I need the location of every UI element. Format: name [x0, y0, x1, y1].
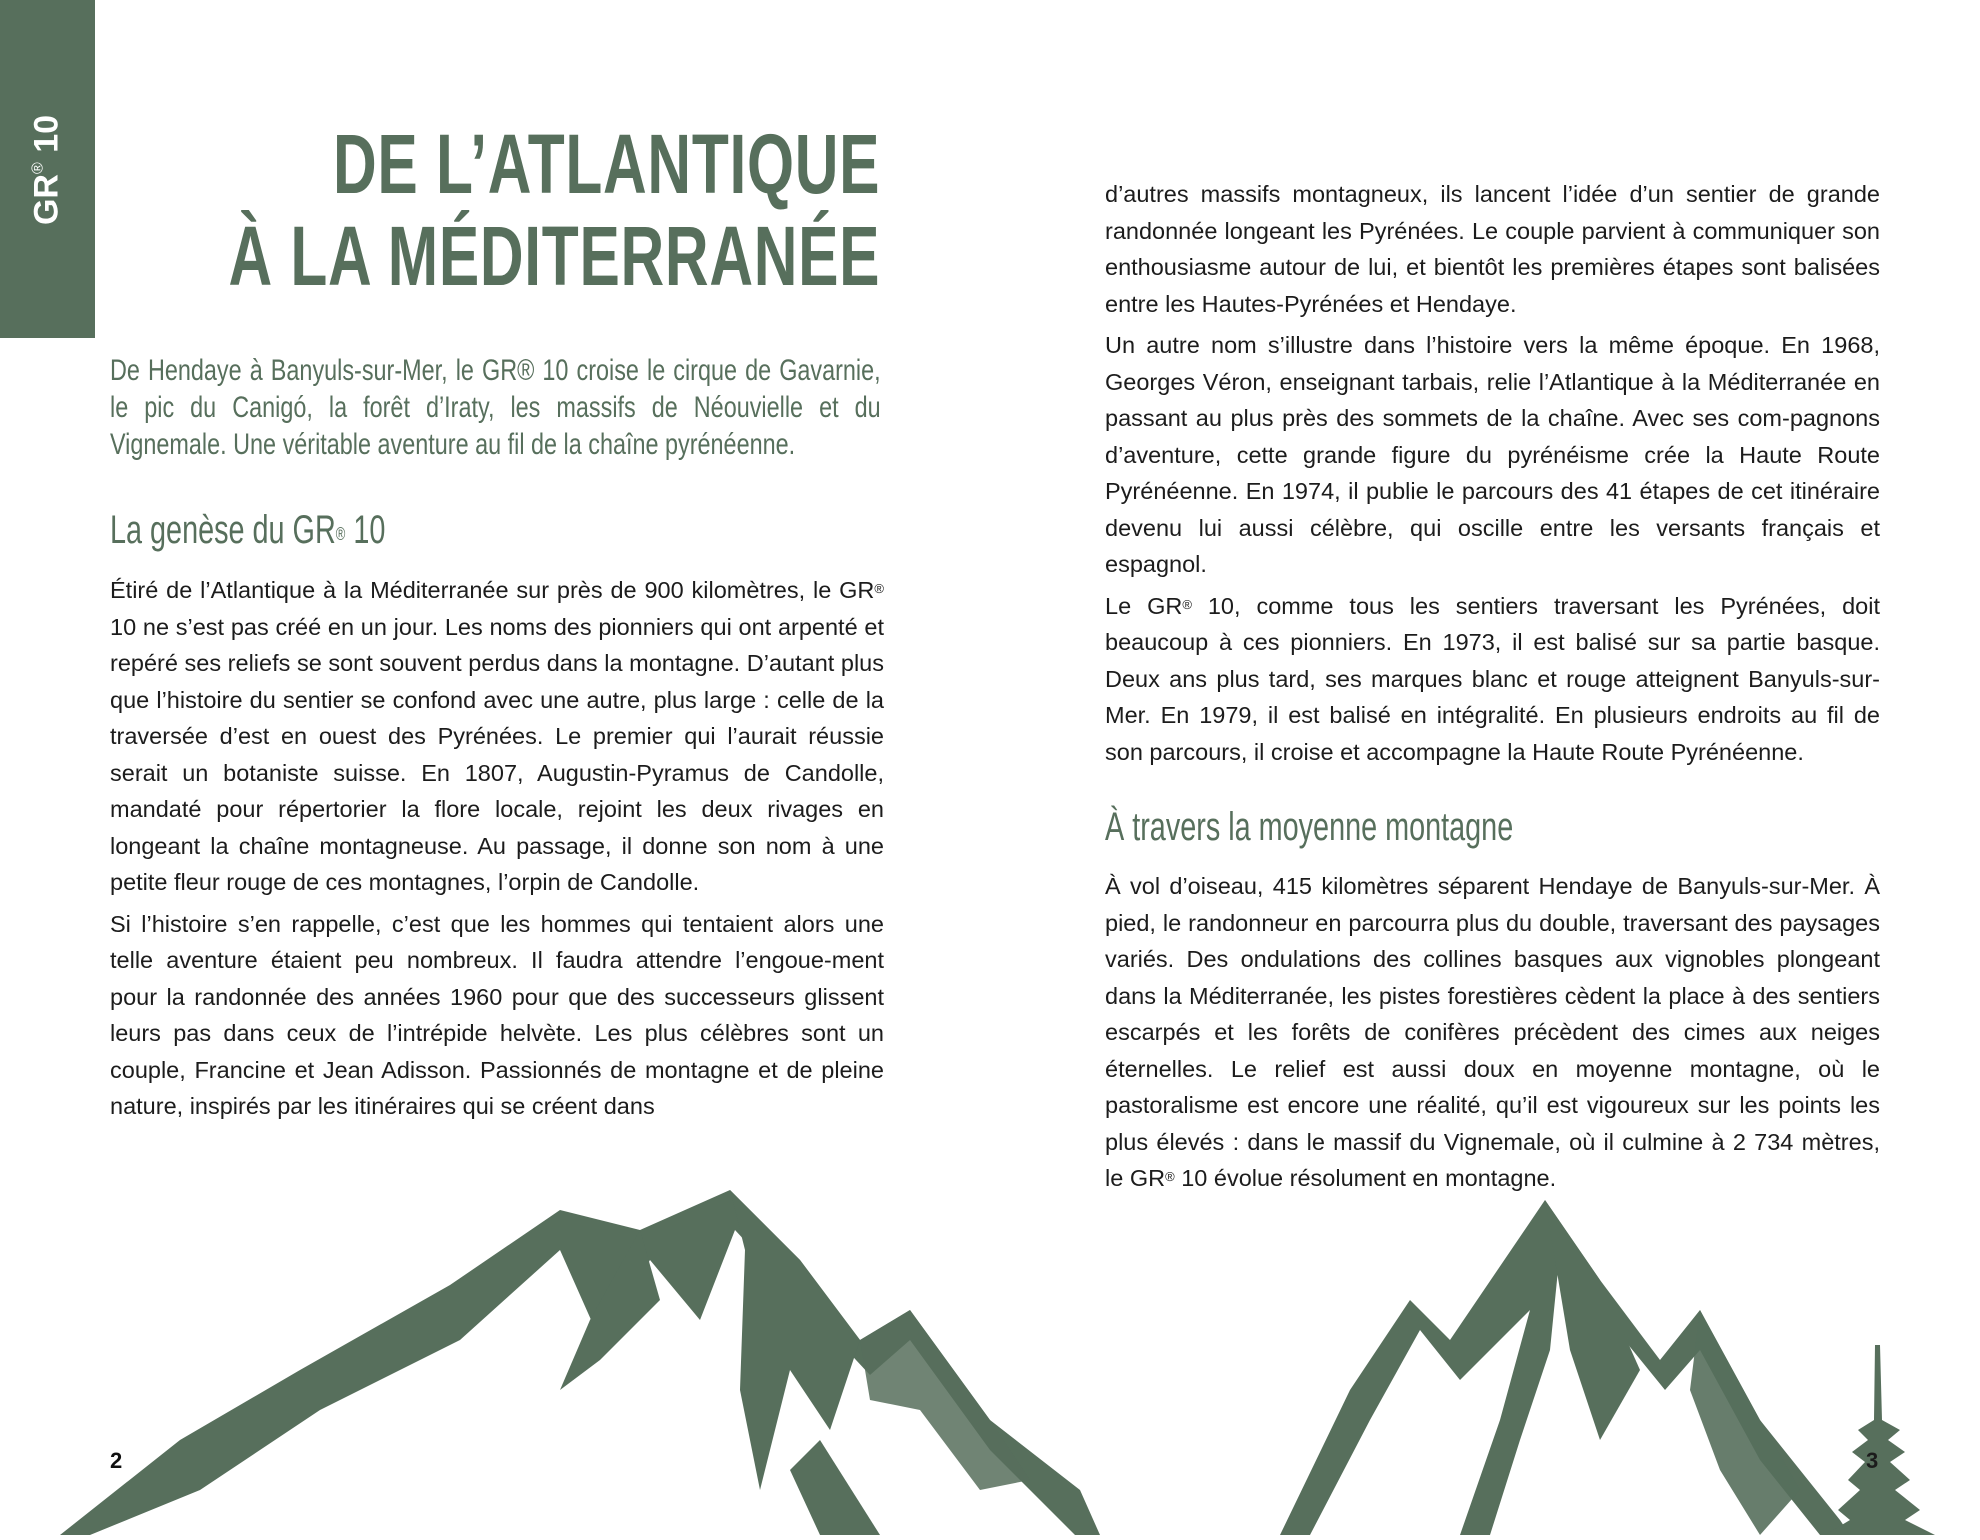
tab-label-suffix: 10 — [27, 114, 66, 163]
paragraph-text: À vol d’oiseau, 415 kilomètres séparent Hendaye de Banyuls-sur-Mer. À pied, le randonneur en parcourra plus du double, traversant des paysages variés. Des ondulations des collines basques aux vignobles plongeant dans la Méditerranée, les pistes forestières cèdent la place à des sentiers escarpés et les forêts de conifères précèdent des cimes aux neiges éternelles. Le relief est aussi doux en moyenne montagne, où le pastoralisme est encore une réalité, qu’il est vigoureux sur les points les plus élevés : dans le massif du Vignemale, où il culmine à 2 734 mètres, le GR — [1105, 873, 1880, 1191]
heading-text: La genèse du GR — [110, 508, 336, 552]
registered-mark: ® — [874, 581, 884, 596]
sidebar-tab-label — [28, 115, 67, 225]
lead-paragraph: De Hendaye à Banyuls-sur-Mer, le GR® 10 croise le cirque de Gavarnie, le pic du Canigó, la forêt d’Iraty, les massifs de Néouvielle et du Vignemale. Une véritable aventure au fil de la chaîne pyrénéenne. — [110, 354, 881, 461]
page-title-line-2: À LA MÉDITERRANÉE — [228, 209, 880, 303]
page-title — [228, 118, 880, 302]
sidebar-tab — [0, 0, 95, 338]
paragraph — [1105, 868, 1880, 1197]
registered-mark: ® — [1165, 1169, 1175, 1184]
paragraph-text: 10 ne s’est pas créé en un jour. Les noms des pionniers qui ont arpenté et repéré ses reliefs se sont souvent perdus dans la montagne. D’autant plus que l’histoire du sentier se confond avec une autre, plus large : celle de la traversée d’est en ouest des Pyrénées. Le premier qui l’aurait réussie serait un botaniste suisse. En 1807, Augustin-Pyramus de Candolle, mandaté pour répertorier la flore locale, rejoint les deux rivages en longeant la chaîne montagneuse. Au passage, il donne son nom à une petite fleur rouge de ces montagnes, l’orpin de Candolle. — [110, 613, 884, 895]
pine-tree — [1825, 1345, 1935, 1535]
left-column — [110, 572, 884, 1130]
registered-mark: ® — [335, 524, 346, 544]
section-heading-genese — [110, 508, 385, 552]
page-number-left: 2 — [110, 1448, 123, 1473]
paragraph: d’autres massifs montagneux, ils lancent l’idée d’un sentier de grande randonnée longeant les Pyrénées. Le couple parvient à communiquer son enthousiasme autour de lui, et bientôt les premières étapes sont balisées entre les Hautes-Pyrénées et Hendaye. — [1105, 181, 1880, 317]
paragraph-text: 10, comme tous les sentiers traversant les Pyrénées, doit beaucoup à ces pionniers. En 1973, il est balisé sur sa partie basque. Deux ans plus tard, ses marques blanc et rouge atteignent Banyuls-sur-Mer. En 1979, il est balisé en intégralité. En plusieurs endroits au fil de son parcours, il croise et accompagne la Haute Route Pyrénéenne. — [1105, 592, 1880, 765]
paragraph: Un autre nom s’illustre dans l’histoire vers la même époque. En 1968, Georges Véron, enseignant tarbais, relie l’Atlantique à la Méditerranée en passant au plus près des sommets de la chaîne. Avec ses com-pagnons d’aventure, cette grande figure du pyrénéisme crée la Haute Route Pyrénéenne. En 1974, il publie le parcours des 41 étapes de cet itinéraire devenu lui aussi célèbre, qui oscille entre les versants français et espagnol. — [1105, 332, 1880, 577]
registered-mark: ® — [29, 162, 47, 175]
mountain-left-base — [790, 1440, 880, 1535]
paragraph-text: 10 évolue résolument en montagne. — [1174, 1165, 1557, 1191]
heading-text-suffix: 10 — [345, 508, 386, 552]
mountain-right-flank — [1690, 1310, 1800, 1535]
right-column — [1105, 176, 1880, 775]
page-number-right: 3 — [1866, 1448, 1879, 1473]
section-heading-moyenne-montagne: À travers la moyenne montagne — [1105, 805, 1514, 849]
tab-label-prefix: GR — [27, 174, 66, 226]
paragraph: Si l’histoire s’en rappelle, c’est que les hommes qui tentaient alors une telle aventure étaient peu nombreux. Il faudra attendre l’engoue-ment pour la randonnée des années 1960 pour que des successeurs glissent leurs pas dans ceux de l’intrépide helvète. Les plus célèbres sont un couple, Francine et Jean Adisson. Passionnés de montagne et de pleine nature, inspirés par les itinéraires qui se créent dans — [110, 910, 884, 1119]
registered-mark: ® — [1182, 596, 1192, 612]
paragraph-text: Le GR — [1105, 592, 1183, 619]
paragraph — [110, 572, 884, 901]
paragraph — [1105, 588, 1880, 771]
right-column-section-2 — [1105, 868, 1880, 1202]
mountain-illustration — [0, 1190, 1980, 1540]
mountain-left-shadow — [730, 1190, 860, 1490]
page-title-line-1: DE L’ATLANTIQUE — [332, 117, 881, 211]
mountain-left-slope — [860, 1310, 1030, 1490]
paragraph-text: Étiré de l’Atlantique à la Méditerranée sur près de 900 kilomètres, le GR — [110, 577, 875, 603]
